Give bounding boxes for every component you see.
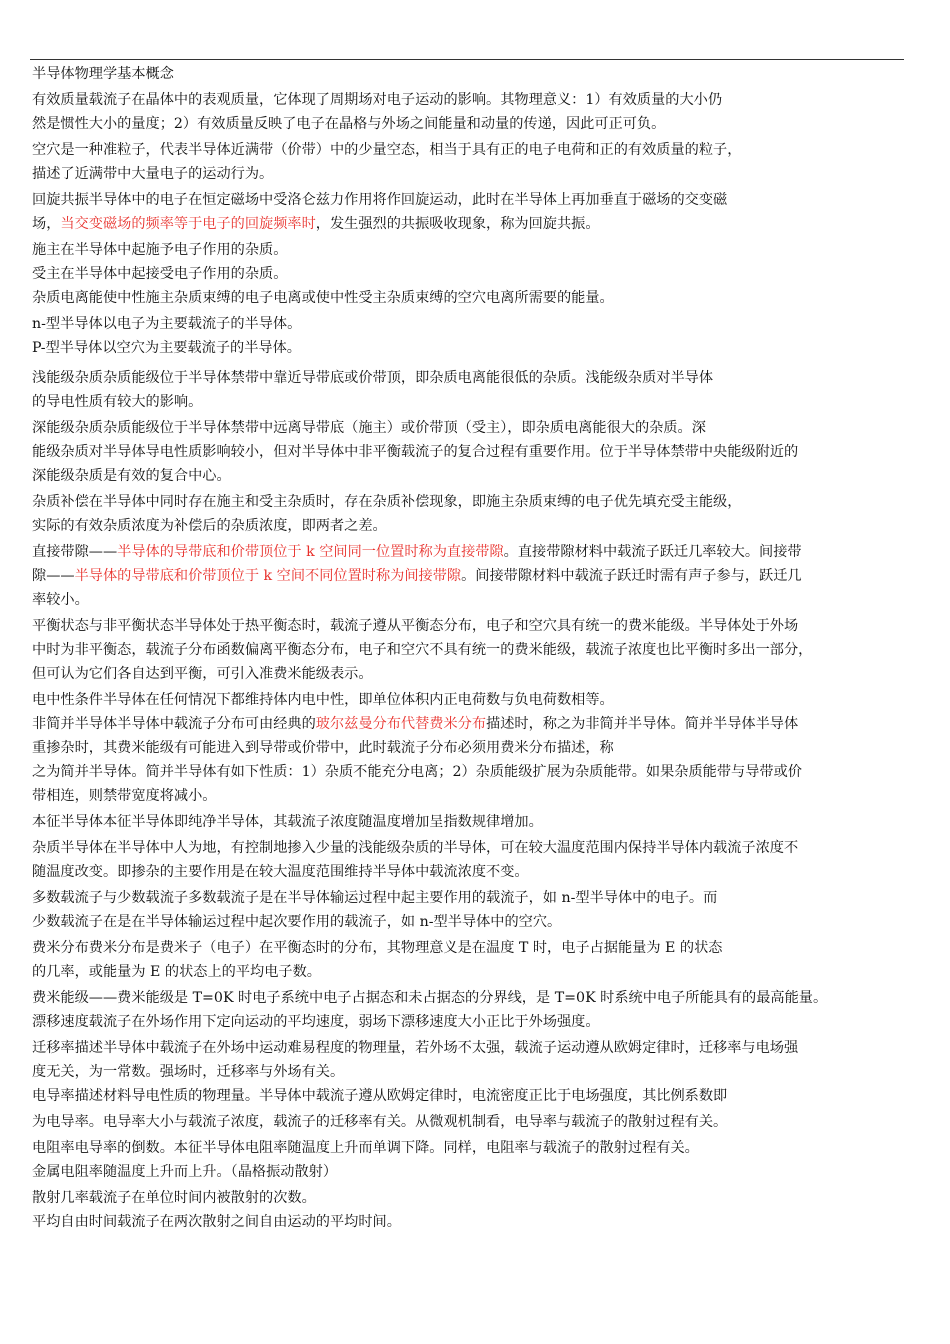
text-line: [32, 938, 723, 958]
text-segment: 少数载流子在是在半导体输运过程中起次要作用的载流子，如 n-型半导体中的空穴。: [32, 914, 562, 930]
text-segment: 金属电阻率随温度上升而上升。（晶格振动散射）: [32, 1164, 338, 1180]
text-segment: 本征半导体本征半导体即纯净半导体，其载流子浓度随温度增加呈指数规律增加。: [32, 814, 543, 830]
text-segment: 非简并半导体半导体中载流子分布可由经典的: [32, 716, 316, 732]
text-line: [32, 466, 231, 486]
text-line: [32, 640, 812, 660]
text-segment: 多数载流子与少数载流子多数载流子是在半导体输运过程中起主要作用的载流子，如 n-型半导体中的电子。而: [32, 890, 718, 906]
text-segment: n-型半导体以电子为主要载流子的半导体。: [32, 316, 302, 332]
text-line: [32, 1212, 401, 1232]
text-segment: 迁移率描述半导体中载流子在外场中运动难易程度的物理量，若外场不太强，载流子运动遵从欧姆定律时，迁移率与电场强: [32, 1040, 799, 1056]
text-segment: 为电导率。电导率大小与载流子浓度，载流子的迁移率有关。从微观机制看，电导率与载流子的散射过程有关。: [32, 1114, 728, 1130]
highlighted-text: 半导体的导带底和价带顶位于 k 空间不同位置时称为间接带隙: [74, 568, 462, 584]
text-line: [32, 1138, 699, 1158]
text-segment: 空穴是一种准粒子，代表半导体近满带（价带）中的少量空态，相当于具有正的电子电荷和正的有效质量的粒子，: [32, 142, 742, 158]
highlighted-text: 当交变磁场的频率等于电子的回旋频率时: [60, 216, 316, 232]
document-title: [32, 64, 174, 84]
text-segment: 杂质补偿在半导体中同时存在施主和受主杂质时，存在杂质补偿现象，即施主杂质束缚的电子优先填充受主能级，: [32, 494, 742, 510]
text-segment: 受主在半导体中起接受电子作用的杂质。: [32, 266, 288, 282]
text-line: [32, 1086, 727, 1106]
text-segment: ，发生强烈的共振吸收现象，称为回旋共振。: [315, 216, 600, 232]
text-segment: 有效质量载流子在晶体中的表观质量，它体现了周期场对电子运动的影响。其物理意义：1）有效质量的大小仍: [32, 92, 723, 108]
text-segment: 能级杂质对半导体导电性质影响较小，但对半导体中非平衡载流子的复合过程有重要作用。位于半导体禁带中央能级附近的: [32, 444, 799, 460]
text-segment: 隙——: [32, 568, 75, 584]
text-segment: 描述了近满带中大量电子的运动行为。: [32, 166, 274, 182]
text-line: [32, 862, 529, 882]
text-line: [32, 590, 89, 610]
text-segment: 但可认为它们各自达到平衡，可引入准费米能级表示。: [32, 666, 373, 682]
text-line: [32, 164, 273, 184]
text-segment: 深能级杂质是有效的复合中心。: [32, 468, 231, 484]
text-segment: 平衡状态与非平衡状态半导体处于热平衡态时，载流子遵从平衡态分布，电子和空穴具有统一的费米能级。半导体处于外场: [32, 618, 799, 634]
text-segment: 直接带隙——: [32, 544, 118, 560]
text-segment: 半导体物理学基本概念: [32, 66, 174, 82]
text-line: [32, 190, 727, 210]
text-line: [32, 714, 798, 734]
text-segment: 回旋共振半导体中的电子在恒定磁场中受洛仑兹力作用将作回旋运动，此时在半导体上再加垂直于磁场的交变磁: [32, 192, 728, 208]
text-line: [32, 368, 713, 388]
text-line: [32, 786, 216, 806]
text-line: [32, 1112, 727, 1132]
text-segment: 的导电性质有较大的影响。: [32, 394, 203, 410]
text-segment: 然是惯性大小的量度；2）有效质量反映了电子在晶格与外场之间能量和动量的传递，因此可正可负。: [32, 116, 666, 132]
text-segment: 的几率，或能量为 E 的状态上的平均电子数。: [32, 964, 321, 980]
text-line: [32, 140, 741, 160]
text-line: [32, 264, 287, 284]
text-line: [32, 1062, 344, 1082]
text-line: [32, 988, 827, 1008]
text-line: [32, 912, 561, 932]
text-segment: 浅能级杂质杂质能级位于半导体禁带中靠近导带底或价带顶，即杂质电离能很低的杂质。浅能级杂质对半导体: [32, 370, 714, 386]
text-line: [32, 114, 665, 134]
text-segment: 带相连，则禁带宽度将减小。: [32, 788, 217, 804]
text-line: [32, 838, 798, 858]
text-line: [32, 616, 798, 636]
text-line: [32, 240, 287, 260]
text-segment: 。间接带隙材料中载流子跃迁时需有声子参与，跃迁几: [461, 568, 802, 584]
header-rule: [30, 59, 904, 60]
text-line: [32, 314, 301, 334]
text-segment: 费米分布费米分布是费米子（电子）在平衡态时的分布，其物理意义是在温度 T 时，电子占据能量为 E 的状态: [32, 940, 723, 956]
text-line: [32, 392, 202, 412]
text-line: [32, 738, 614, 758]
highlighted-text: 半导体的导带底和价带顶位于 k 空间同一位置时称为直接带隙: [117, 544, 504, 560]
text-segment: P-型半导体以空穴为主要载流子的半导体。: [32, 340, 301, 356]
highlighted-text: 玻尔兹曼分布代替费米分布: [315, 716, 487, 732]
text-segment: 随温度改变。即掺杂的主要作用是在较大温度范围维持半导体中载流浓度不变。: [32, 864, 529, 880]
text-segment: 重掺杂时，其费米能级有可能进入到导带或价带中，此时载流子分布必须用费米分布描述，称: [32, 740, 614, 756]
text-line: [32, 1038, 798, 1058]
text-line: [32, 492, 741, 512]
text-line: [32, 962, 321, 982]
text-segment: 场，: [32, 216, 61, 232]
text-line: [32, 338, 301, 358]
text-line: [32, 90, 722, 110]
text-segment: 电导率描述材料导电性质的物理量。半导体中载流子遵从欧姆定律时，电流密度正比于电场强度，其比例系数即: [32, 1088, 728, 1104]
text-segment: 平均自由时间载流子在两次散射之间自由运动的平均时间。: [32, 1214, 401, 1230]
text-segment: 描述时，称之为非简并半导体。简并半导体半导体: [486, 716, 799, 732]
text-segment: 漂移速度载流子在外场作用下定向运动的平均速度，弱场下漂移速度大小正比于外场强度。: [32, 1014, 600, 1030]
text-segment: 率较小。: [32, 592, 89, 608]
text-line: [32, 418, 706, 438]
text-line: [32, 1012, 600, 1032]
text-segment: 之为简并半导体。简并半导体有如下性质：1）杂质不能充分电离；2）杂质能级扩展为杂质能带。如果杂质能带与导带或价: [32, 764, 802, 780]
text-line: [32, 566, 802, 586]
text-segment: 杂质半导体在半导体中人为地，有控制地掺入少量的浅能级杂质的半导体，可在较大温度范围内保持半导体内载流子浓度不: [32, 840, 799, 856]
text-line: [32, 288, 614, 308]
text-segment: 中时为非平衡态，载流子分布函数偏离平衡态分布，电子和空穴不具有统一的费米能级，载流子浓度也比平衡时多出一部分，: [32, 642, 813, 658]
text-segment: 电阻率电导率的倒数。本征半导体电阻率随温度上升而单调下降。同样，电阻率与载流子的散射过程有关。: [32, 1140, 699, 1156]
text-line: [32, 690, 614, 710]
text-line: [32, 812, 543, 832]
text-line: [32, 1188, 316, 1208]
text-line: [32, 888, 717, 908]
text-line: [32, 442, 798, 462]
text-segment: 深能级杂质杂质能级位于半导体禁带中远离导带底（施主）或价带顶（受主），即杂质电离能很大的杂质。深: [32, 420, 706, 436]
text-line: [32, 214, 600, 234]
text-line: [32, 664, 373, 684]
text-segment: 杂质电离能使中性施主杂质束缚的电子电离或使中性受主杂质束缚的空穴电离所需要的能量。: [32, 290, 614, 306]
text-segment: 电中性条件半导体在任何情况下都维持体内电中性，即单位体积内正电荷数与负电荷数相等。: [32, 692, 614, 708]
text-segment: 散射几率载流子在单位时间内被散射的次数。: [32, 1190, 316, 1206]
text-segment: 。直接带隙材料中载流子跃迁几率较大。间接带: [503, 544, 802, 560]
text-segment: 实际的有效杂质浓度为补偿后的杂质浓度，即两者之差。: [32, 518, 387, 534]
text-segment: 费米能级——费米能级是 T=0K 时电子系统中电子占据态和未占据态的分界线，是 T=0K 时系统中电子所能具有的最高能量。: [32, 990, 828, 1006]
text-line: [32, 1162, 337, 1182]
text-segment: 施主在半导体中起施予电子作用的杂质。: [32, 242, 288, 258]
text-line: [32, 542, 802, 562]
text-segment: 度无关，为一常数。强场时，迁移率与外场有关。: [32, 1064, 345, 1080]
text-line: [32, 516, 387, 536]
text-line: [32, 762, 802, 782]
